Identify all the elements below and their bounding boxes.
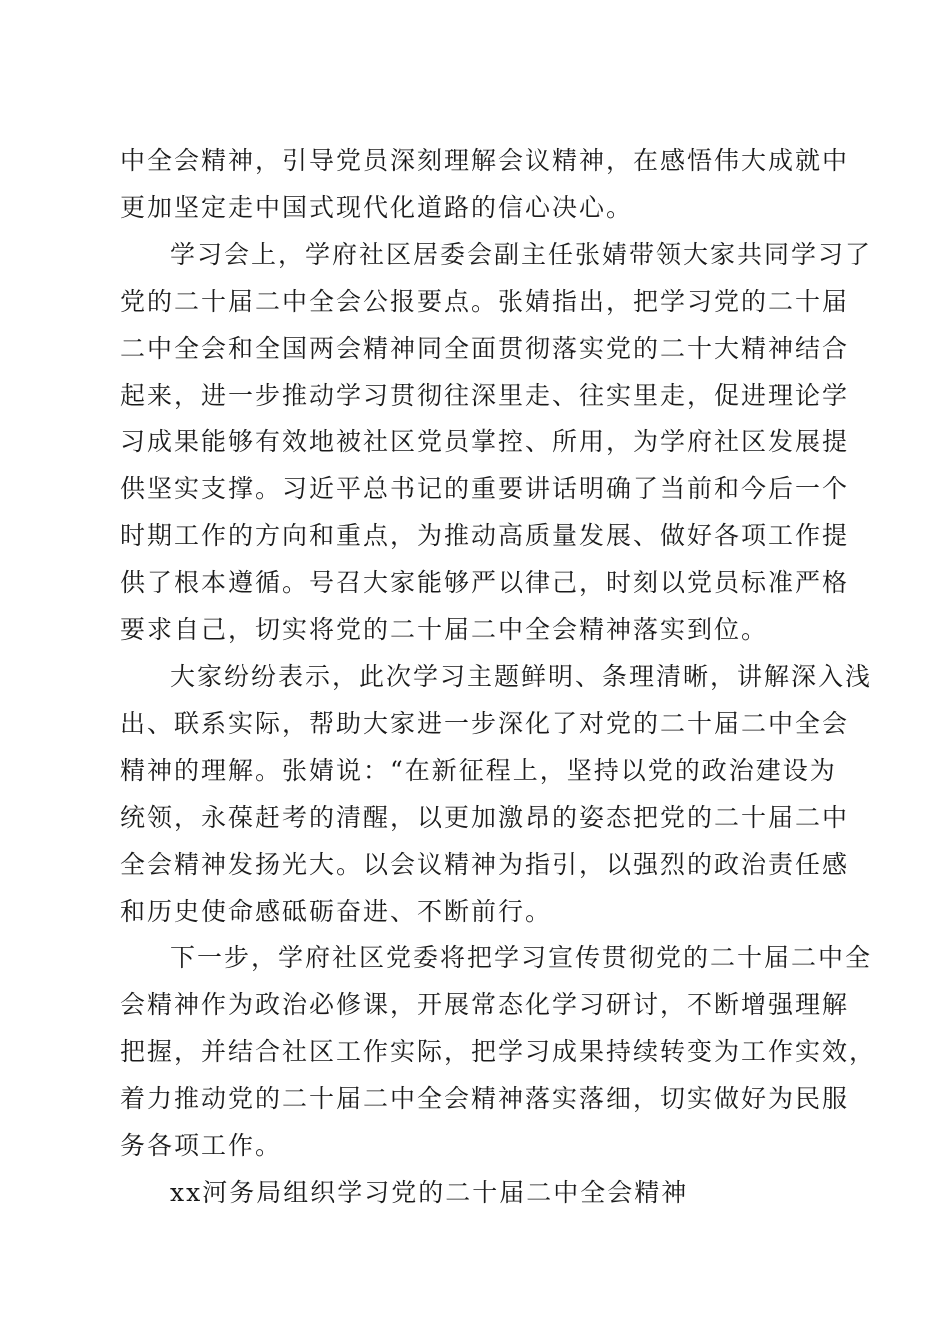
text-line: 时期工作的方向和重点，为推动高质量发展、做好各项工作提: [120, 521, 850, 551]
text-line: 习成果能够有效地被社区党员掌控、所用，为学府社区发展提: [120, 427, 850, 457]
paragraph-p3: [120, 654, 873, 935]
paragraph-p5: [120, 1170, 832, 1217]
text-line: 大家纷纷表示，此次学习主题鲜明、条理清晰，讲解深入浅: [170, 661, 873, 691]
text-line: 会精神作为政治必修课，开展常态化学习研讨，不断增强理解: [120, 990, 850, 1020]
text-line: 供了根本遵循。号召大家能够严以律己，时刻以党员标准严格: [120, 568, 850, 598]
text-line: 精神的理解。张婧说：“在新征程上，坚持以党的政治建设为: [120, 755, 837, 785]
text-line: 全会精神发扬光大。以会议精神为指引，以强烈的政治责任感: [120, 849, 850, 879]
text-line: 起来，进一步推动学习贯彻往深里走、往实里走，促进理论学: [120, 380, 850, 410]
text-line: 中全会精神，引导党员深刻理解会议精神，在感悟伟大成就中: [120, 146, 850, 175]
text-line: 更加坚定走中国式现代化道路的信心决心。: [120, 192, 634, 222]
paragraph-p4: [120, 935, 877, 1170]
paragraph-p2: [120, 232, 873, 654]
text-line: 着力推动党的二十届二中全会精神落实落细，切实做好为民服: [120, 1084, 850, 1114]
text-line: 二中全会和全国两会精神同全面贯彻落实党的二十大精神结合: [120, 333, 850, 363]
text-line: 学习会上，学府社区居委会副主任张婧带领大家共同学习了: [170, 239, 873, 269]
text-line: xx河务局组织学习党的二十届二中全会精神: [170, 1177, 689, 1207]
text-line: 务各项工作。: [120, 1131, 283, 1161]
text-line: 统领，永葆赶考的清醒，以更加激昂的姿态把党的二十届二中: [120, 802, 850, 832]
text-line: 要求自己，切实将党的二十届二中全会精神落实到位。: [120, 615, 769, 645]
text-line: 供坚实支撑。习近平总书记的重要讲话明确了当前和今后一个: [120, 474, 850, 504]
text-line: 和历史使命感砥砺奋进、不断前行。: [120, 896, 553, 926]
text-line: 党的二十届二中全会公报要点。张婧指出，把学习党的二十届: [120, 286, 850, 316]
paragraph-p1: [120, 138, 850, 232]
text-line: 下一步，学府社区党委将把学习宣传贯彻党的二十届二中全: [170, 943, 873, 973]
text-line: 把握，并结合社区工作实际，把学习成果持续转变为工作实效，: [120, 1037, 877, 1067]
document-body: [120, 138, 877, 1217]
text-line: 出、联系实际，帮助大家进一步深化了对党的二十届二中全会: [120, 708, 850, 738]
